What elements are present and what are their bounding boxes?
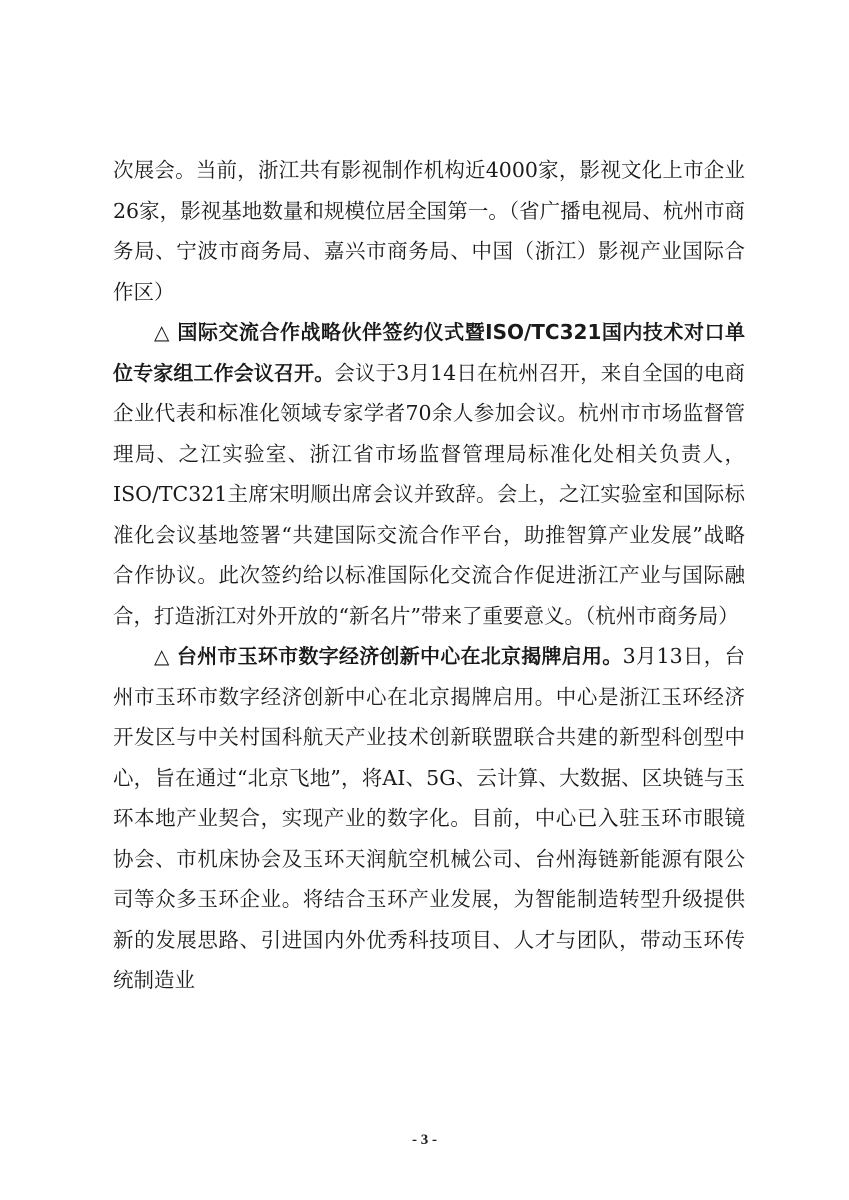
paragraph-body: 次展会。当前，浙江共有影视制作机构近4000家，影视文化上市企业26家，影视基地数量和规模位居全国第一。（省广播电视局、杭州市商务局、宁波市商务局、嘉兴市商务局、中国（浙江）影视产业国际合作区） xyxy=(113,158,745,304)
paragraph-yuhuan-center xyxy=(113,636,745,1001)
page-number: - 3 - xyxy=(412,1132,437,1148)
document-page xyxy=(113,150,745,1001)
paragraph-body: 会议于3月14日在杭州召开，来自全国的电商企业代表和标准化领域专家学者70余人参加会议。杭州市市场监督管理局、之江实验室、浙江省市场监督管理局标准化处相关负责人，ISO/TC321主席宋明顺出席会议并致辞。会上，之江实验室和国际标准化会议基地签署“共建国际交流合作平台，助推智算产业发展”战略合作协议。此次签约给以标准国际化交流合作促进浙江产业与国际融合，打造浙江对外开放的“新名片”带来了重要意义。（杭州市商务局） xyxy=(113,360,745,628)
paragraph-headline: △ 台州市玉环市数字经济创新中心在北京揭牌启用。 xyxy=(154,644,623,668)
paragraph-headline: △ 国际交流合作战略伙伴签约仪式暨ISO/TC321国内技术对口单位专家组工作会议召开。 xyxy=(113,320,745,385)
paragraph-body: 3月13日，台州市玉环市数字经济创新中心在北京揭牌启用。中心是浙江玉环经济开发区与中关村国科航天产业技术创新联盟联合共建的新型科创型中心，旨在通过“北京飞地”，将AI、5G、云计算、大数据、区块链与玉环本地产业契合，实现产业的数字化。目前，中心已入驻玉环市眼镜协会、市机床协会及玉环天润航空机械公司、台州海链新能源有限公司等众多玉环企业。将结合玉环产业发展，为智能制造转型升级提供新的发展思路、引进国内外优秀科技项目、人才与团队，带动玉环传统制造业 xyxy=(113,644,746,992)
paragraph-exhibition xyxy=(113,150,745,312)
paragraph-iso-signing xyxy=(113,312,745,636)
